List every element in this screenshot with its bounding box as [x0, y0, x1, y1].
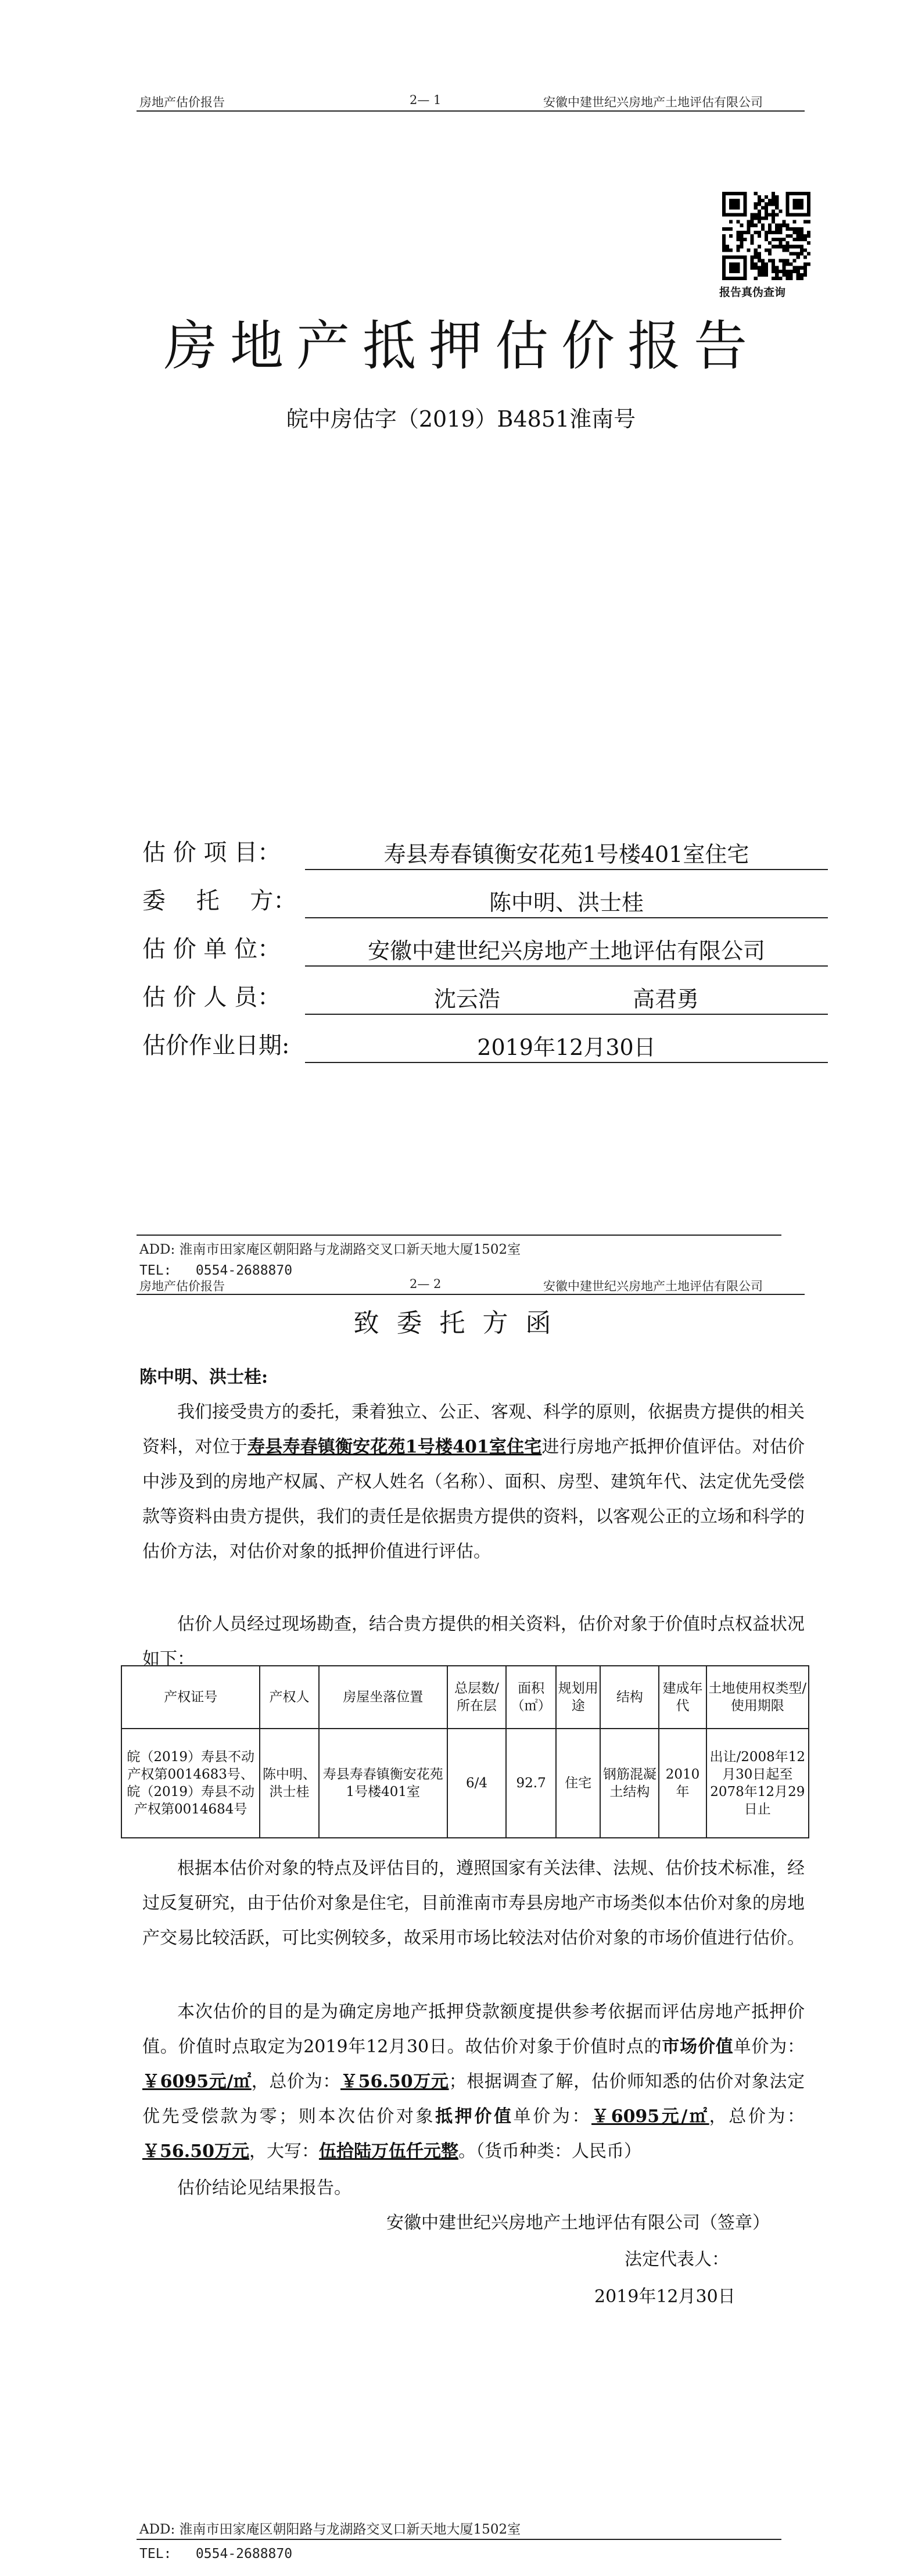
table-header-row [121, 1666, 809, 1729]
signature-date: 2019年12月30日 [594, 2287, 736, 2307]
paragraph-1 [142, 1395, 805, 1569]
property-address: 寿县寿春镇衡安花苑1号楼401室住宅 [247, 1437, 542, 1457]
qr-caption: 报告真伪查询 [719, 286, 786, 299]
qr-code-icon [722, 192, 810, 280]
mortgage-total-price: ￥56.50万元 [142, 2141, 249, 2162]
letter-title: 致委托方函 [353, 1308, 569, 1338]
property-table [121, 1665, 809, 1838]
footer-address: ADD: 淮南市田家庵区朝阳路与龙湖路交叉口新天地大厦1502室 [139, 1242, 521, 1257]
info-underline [305, 965, 828, 967]
info-label: 委 托 方： [142, 888, 297, 914]
info-row-appraisers [142, 979, 828, 1014]
text-run: ，总价为： [709, 2106, 805, 2127]
info-underline [305, 917, 828, 918]
info-value: 沈云浩 高君勇 [433, 986, 699, 1012]
table-cell: 钢筋混凝土结构 [600, 1729, 659, 1838]
header-page-number: 2— 2 [410, 1277, 442, 1291]
table-cell: 住宅 [556, 1729, 600, 1838]
info-underline [305, 869, 828, 870]
footer-address: ADD: 淮南市田家庵区朝阳路与龙湖路交叉口新天地大厦1502室 [139, 2522, 521, 2537]
header-left: 房地产估价报告 [139, 1279, 225, 1293]
table-header-cell: 总层数/所在层 [447, 1666, 506, 1729]
table-cell: 陈中明、洪士桂 [260, 1729, 318, 1838]
footer-tel: TEL: 0554-2688870 [139, 1263, 293, 1278]
info-row-project [142, 834, 828, 869]
table-header-cell: 房屋坐落位置 [319, 1666, 447, 1729]
table-header-cell: 土地使用权类型/使用期限 [706, 1666, 809, 1729]
text-run: ；根据调查了解，估价师知悉的估价对象法定优先受偿款为零；则本次估价对象 [142, 2071, 805, 2127]
info-label: 估 价 人 员： [142, 984, 281, 1011]
table-header-cell: 建成年代 [659, 1666, 706, 1729]
text-run: ，大写： [249, 2141, 319, 2162]
mortgage-value-label: 抵押价值 [435, 2106, 514, 2127]
table-cell: 皖（2019）寿县不动产权第0014683号、皖（2019）寿县不动产权第0014684号 [121, 1729, 260, 1838]
footer-tel: TEL: 0554-2688870 [139, 2546, 293, 2561]
paragraph-3: 根据本估价对象的特点及评估目的，遵照国家有关法律、法规、估价技术标准，经过反复研究，由于估价对象是住宅，目前淮南市寿县房地产市场类似本估价对象的房地产交易比较活跃，可比实例较多，故采用市场比较法对估价对象的市场价值进行估价。 [142, 1858, 805, 1948]
text-run: 单价为： [513, 2106, 592, 2127]
amount-in-words: 伍拾陆万伍仟元整 [318, 2141, 458, 2162]
text-run: 本次估价的目的是为确定房地产抵押贷款额度提供参考依据而评估房地产抵押价值。价值时点取定为2019年12月30日。故估价对象于价值时点的 [142, 2002, 805, 2057]
info-underline [305, 1062, 828, 1063]
table-cell: 寿县寿春镇衡安花苑1号楼401室 [319, 1729, 447, 1838]
market-value-label: 市场价值 [662, 2037, 734, 2057]
info-value: 寿县寿春镇衡安花苑1号楼401室住宅 [383, 842, 749, 867]
document-number: 皖中房估字（2019）B4851淮南号 [286, 406, 636, 432]
market-total-price: ￥56.50万元 [340, 2071, 449, 2092]
paragraph-2: 估价人员经过现场勘查，结合贵方提供的相关资料，估价对象于价值时点权益状况如下： [142, 1614, 805, 1669]
info-label: 估 价 项 目： [142, 839, 281, 866]
info-value: 2019年12月30日 [477, 1035, 656, 1060]
info-row-appraiser-org [142, 931, 828, 965]
info-value: 陈中明、洪士桂 [489, 890, 644, 915]
table-cell: 出让/2008年12月30日起至2078年12月29日止 [706, 1729, 809, 1838]
info-label: 估价作业日期: [142, 1032, 290, 1059]
header-rule [137, 1294, 805, 1295]
text-run: ，总价为： [251, 2071, 341, 2092]
table-cell: 92.7 [506, 1729, 556, 1838]
mortgage-unit-price: ￥6095元/㎡ [591, 2106, 709, 2127]
info-row-date [142, 1027, 828, 1062]
info-value: 安徽中建世纪兴房地产土地评估有限公司 [367, 938, 765, 964]
text-run: 进行房地产抵押价值评估。对估价中涉及到的房地产权属、产权人姓名（名称）、面积、房型、建筑年代、法定优先受偿款等资料由贵方提供，我们的责任是依据贵方提供的资料，以客观公正的立场和科学的估价方法，对估价对象的抵押价值进行评估。 [142, 1437, 805, 1562]
table-header-cell: 面积（㎡） [506, 1666, 556, 1729]
signature-company: 安徽中建世纪兴房地产土地评估有限公司（签章） [386, 2213, 770, 2233]
table-header-cell: 产权人 [260, 1666, 318, 1729]
market-unit-price: ￥6095元/㎡ [142, 2071, 252, 2092]
header-right: 安徽中建世纪兴房地产土地评估有限公司 [543, 95, 763, 109]
info-label: 估 价 单 位： [142, 936, 281, 963]
table-cell: 2010年 [659, 1729, 706, 1838]
text-run: 单价为： [733, 2037, 805, 2057]
text-run: 我们接受贵方的委托，秉着独立、公正、客观、科学的原则，依据贵方提供的相关资料，对位于 [142, 1402, 805, 1457]
table-row [121, 1729, 809, 1838]
salutation: 陈中明、洪士桂: [139, 1367, 268, 1387]
info-underline [305, 1014, 828, 1015]
header-right: 安徽中建世纪兴房地产土地评估有限公司 [543, 1279, 763, 1293]
header-rule [137, 110, 805, 112]
table-header-cell: 规划用途 [556, 1666, 600, 1729]
paragraph-5: 估价结论见结果报告。 [177, 2178, 351, 2198]
footer-rule [137, 1235, 781, 1236]
text-run: 。（货币种类：人民币） [458, 2141, 641, 2162]
signature-representative: 法定代表人： [625, 2249, 729, 2270]
header-left: 房地产估价报告 [139, 95, 225, 109]
table-cell: 6/4 [447, 1729, 506, 1838]
paragraph-4 [142, 1995, 805, 2169]
report-title: 房地产抵押估价报告 [163, 315, 760, 377]
info-row-client [142, 882, 828, 917]
header-page-number: 2— 1 [410, 93, 442, 107]
table-header-cell: 产权证号 [121, 1666, 260, 1729]
table-header-cell: 结构 [600, 1666, 659, 1729]
